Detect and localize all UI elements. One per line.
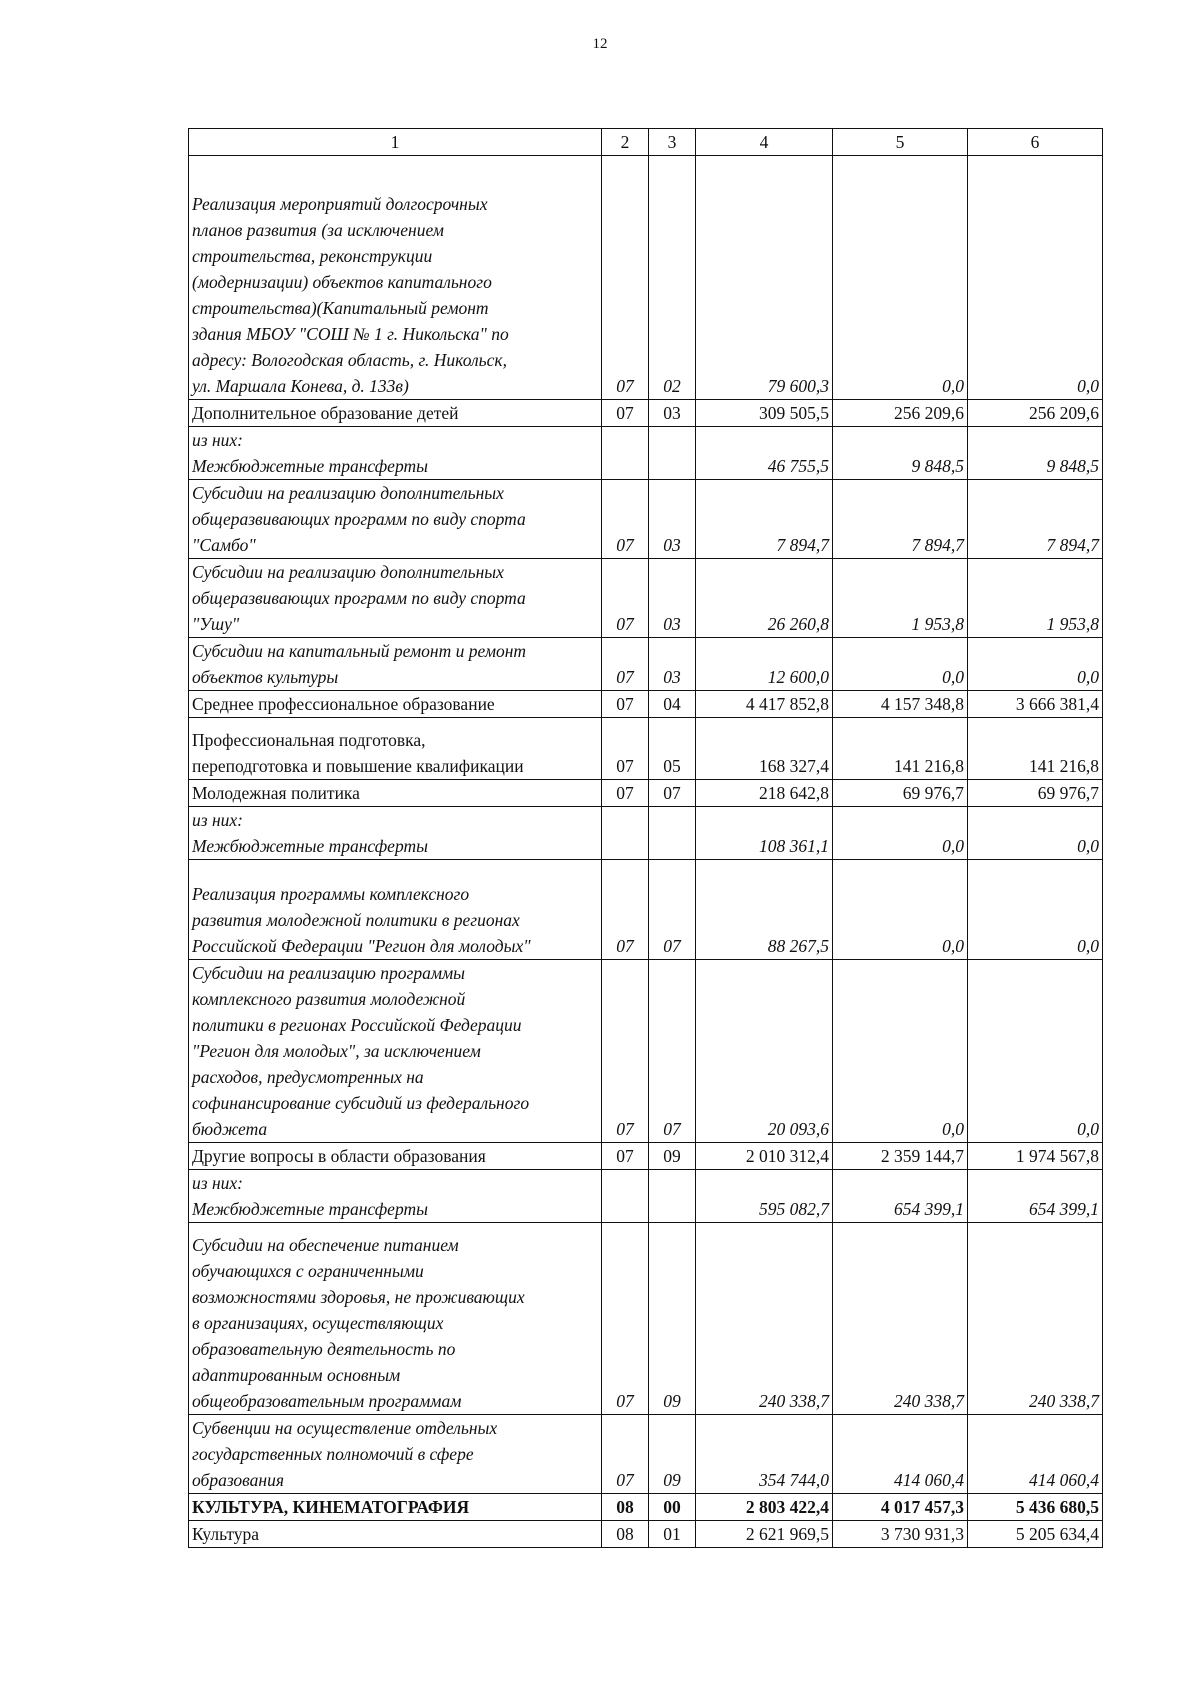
- row-name-line: возможностями здоровья, не проживающих: [192, 1287, 525, 1307]
- amount-col6-cell: 1 974 567,8: [968, 1143, 1103, 1170]
- row-name-line: адаптированным основным: [192, 1365, 401, 1385]
- section-code-cell: 07: [602, 960, 649, 1143]
- amount-col4-cell: 12 600,0: [696, 638, 833, 691]
- row-name-line: софинансирование субсидий из федерального: [192, 1093, 530, 1113]
- amount-col5-cell: 141 216,8: [833, 718, 968, 780]
- amount-col4-cell: 168 327,4: [696, 718, 833, 780]
- amount-col4-cell: 354 744,0: [696, 1415, 833, 1494]
- amount-col5-cell: 69 976,7: [833, 780, 968, 807]
- row-name-line: переподготовка и повышение квалификации: [192, 756, 524, 776]
- table-row: [189, 1143, 1103, 1170]
- subsection-code-cell: 01: [649, 1521, 696, 1548]
- row-name-line: ул. Маршала Конева, д. 133в): [192, 376, 409, 396]
- row-name-cell: [189, 1521, 602, 1548]
- amount-col4-cell: 2 010 312,4: [696, 1143, 833, 1170]
- subsection-code-cell: 00: [649, 1494, 696, 1521]
- amount-col4-cell: 7 894,7: [696, 480, 833, 559]
- subsection-code-cell: 03: [649, 400, 696, 427]
- amount-col5-cell: 654 399,1: [833, 1170, 968, 1223]
- row-name-line: образования: [192, 1470, 284, 1490]
- row-name-line: Субсидии на реализацию программы: [192, 963, 466, 983]
- table-row: [189, 691, 1103, 718]
- amount-col4-cell: 20 093,6: [696, 960, 833, 1143]
- subsection-code-cell: 04: [649, 691, 696, 718]
- row-name-cell: [189, 156, 602, 400]
- amount-col6-cell: 414 060,4: [968, 1415, 1103, 1494]
- amount-col5-cell: 1 953,8: [833, 559, 968, 638]
- table-row: [189, 1415, 1103, 1494]
- row-name-line: из них:: [192, 1173, 243, 1193]
- row-name-line: общеразвивающих программ по виду спорта: [192, 509, 526, 529]
- amount-col4-cell: 79 600,3: [696, 156, 833, 400]
- amount-col4-cell: 4 417 852,8: [696, 691, 833, 718]
- amount-col5-cell: 4 157 348,8: [833, 691, 968, 718]
- row-name-line: Межбюджетные трансферты: [192, 836, 428, 856]
- row-name-line: из них:: [192, 430, 243, 450]
- row-name-line: бюджета: [192, 1119, 268, 1139]
- row-name-line: Межбюджетные трансферты: [192, 1199, 428, 1219]
- row-name-line: Субсидии на реализацию дополнительных: [192, 562, 504, 582]
- row-name-line: развития молодежной политики в регионах: [192, 910, 520, 930]
- row-name-line: комплексного развития молодежной: [192, 989, 466, 1009]
- amount-col5-cell: 7 894,7: [833, 480, 968, 559]
- table-row: [189, 780, 1103, 807]
- subsection-code-cell: [649, 807, 696, 860]
- row-name-cell: [189, 807, 602, 860]
- subsection-code-cell: 07: [649, 860, 696, 960]
- amount-col6-cell: 141 216,8: [968, 718, 1103, 780]
- amount-col5-cell: 0,0: [833, 860, 968, 960]
- row-name-line: Субсидии на обеспечение питанием: [192, 1235, 459, 1255]
- row-name-cell: [189, 780, 602, 807]
- subsection-code-cell: 03: [649, 559, 696, 638]
- amount-col4-cell: 2 621 969,5: [696, 1521, 833, 1548]
- table-header-row: [189, 129, 1103, 156]
- header-cell-6: 6: [968, 129, 1103, 156]
- table-row: [189, 480, 1103, 559]
- table-row: [189, 1521, 1103, 1548]
- row-name-line: Российской Федерации "Регион для молодых": [192, 936, 531, 956]
- amount-col4-cell: 309 505,5: [696, 400, 833, 427]
- amount-col4-cell: 46 755,5: [696, 427, 833, 480]
- amount-col6-cell: 654 399,1: [968, 1170, 1103, 1223]
- section-code-cell: 07: [602, 559, 649, 638]
- row-name-cell: [189, 860, 602, 960]
- row-name-line: Дополнительное образование детей: [192, 403, 459, 423]
- subsection-code-cell: [649, 427, 696, 480]
- amount-col5-cell: 0,0: [833, 156, 968, 400]
- header-cell-5: 5: [833, 129, 968, 156]
- amount-col6-cell: 5 436 680,5: [968, 1494, 1103, 1521]
- row-name-cell: [189, 638, 602, 691]
- subsection-code-cell: 07: [649, 960, 696, 1143]
- section-code-cell: 07: [602, 638, 649, 691]
- subsection-code-cell: 03: [649, 480, 696, 559]
- subsection-code-cell: 09: [649, 1415, 696, 1494]
- row-name-line: Другие вопросы в области образования: [192, 1146, 486, 1166]
- subsection-code-cell: 07: [649, 780, 696, 807]
- amount-col5-cell: 9 848,5: [833, 427, 968, 480]
- amount-col5-cell: 256 209,6: [833, 400, 968, 427]
- row-name-line: Субсидии на реализацию дополнительных: [192, 483, 504, 503]
- row-name-line: Молодежная политика: [192, 783, 360, 803]
- subsection-code-cell: [649, 1170, 696, 1223]
- section-code-cell: 07: [602, 1223, 649, 1415]
- amount-col5-cell: 4 017 457,3: [833, 1494, 968, 1521]
- section-code-cell: 07: [602, 1143, 649, 1170]
- amount-col5-cell: 2 359 144,7: [833, 1143, 968, 1170]
- page-number: 12: [592, 36, 608, 52]
- amount-col6-cell: 0,0: [968, 807, 1103, 860]
- row-name-cell: [189, 1415, 602, 1494]
- table-row: [189, 156, 1103, 400]
- amount-col6-cell: 9 848,5: [968, 427, 1103, 480]
- amount-col4-cell: 108 361,1: [696, 807, 833, 860]
- amount-col4-cell: 88 267,5: [696, 860, 833, 960]
- amount-col6-cell: 240 338,7: [968, 1223, 1103, 1415]
- row-name-line: Субсидии на капитальный ремонт и ремонт: [192, 641, 527, 661]
- subsection-code-cell: 09: [649, 1223, 696, 1415]
- row-name-cell: [189, 559, 602, 638]
- header-cell-1: 1: [189, 129, 602, 156]
- amount-col5-cell: 0,0: [833, 807, 968, 860]
- row-name-line: общеразвивающих программ по виду спорта: [192, 588, 526, 608]
- row-name-cell: [189, 400, 602, 427]
- row-name-cell: [189, 960, 602, 1143]
- amount-col6-cell: 0,0: [968, 156, 1103, 400]
- row-name-cell: [189, 427, 602, 480]
- row-name-cell: [189, 1143, 602, 1170]
- table-row: [189, 860, 1103, 960]
- row-name-line: Субвенции на осуществление отдельных: [192, 1418, 498, 1438]
- section-code-cell: 07: [602, 400, 649, 427]
- row-name-cell: [189, 718, 602, 780]
- row-name-line: объектов культуры: [192, 667, 339, 687]
- row-name-line: политики в регионах Российской Федерации: [192, 1015, 522, 1035]
- row-name-line: из них:: [192, 810, 243, 830]
- table-row: [189, 1494, 1103, 1521]
- row-name-line: адресу: Вологодская область, г. Никольск,: [192, 350, 507, 370]
- row-name-line: "Регион для молодых", за исключением: [192, 1041, 481, 1061]
- row-name-line: Среднее профессиональное образование: [192, 694, 495, 714]
- subsection-code-cell: 02: [649, 156, 696, 400]
- table-row: [189, 400, 1103, 427]
- row-name-line: строительства, реконструкции: [192, 246, 433, 266]
- row-name-cell: [189, 1170, 602, 1223]
- section-code-cell: 07: [602, 691, 649, 718]
- amount-col4-cell: 26 260,8: [696, 559, 833, 638]
- table-row: [189, 718, 1103, 780]
- row-name-line: здания МБОУ "СОШ № 1 г. Никольска" по: [192, 324, 509, 344]
- amount-col4-cell: 218 642,8: [696, 780, 833, 807]
- row-name-line: в организациях, осуществляющих: [192, 1313, 444, 1333]
- amount-col6-cell: 69 976,7: [968, 780, 1103, 807]
- row-name-cell: [189, 691, 602, 718]
- amount-col6-cell: 0,0: [968, 960, 1103, 1143]
- row-name-line: Реализация мероприятий долгосрочных: [192, 194, 488, 214]
- amount-col5-cell: 240 338,7: [833, 1223, 968, 1415]
- row-name-line: общеобразовательным программам: [192, 1391, 462, 1411]
- row-name-line: Межбюджетные трансферты: [192, 456, 428, 476]
- budget-table: [188, 128, 1103, 1548]
- section-code-cell: [602, 807, 649, 860]
- amount-col4-cell: 2 803 422,4: [696, 1494, 833, 1521]
- section-code-cell: [602, 427, 649, 480]
- row-name-cell: [189, 1223, 602, 1415]
- row-name-line: (модернизации) объектов капитального: [192, 272, 492, 292]
- row-name-line: "Самбо": [192, 535, 256, 555]
- row-name-line: Профессиональная подготовка,: [192, 730, 426, 750]
- subsection-code-cell: 09: [649, 1143, 696, 1170]
- section-code-cell: 08: [602, 1494, 649, 1521]
- amount-col6-cell: 256 209,6: [968, 400, 1103, 427]
- row-name-line: расходов, предусмотренных на: [192, 1067, 424, 1087]
- subsection-code-cell: 03: [649, 638, 696, 691]
- row-name-line: планов развития (за исключением: [192, 220, 444, 240]
- subsection-code-cell: 05: [649, 718, 696, 780]
- row-name-line: обучающихся с ограниченными: [192, 1261, 424, 1281]
- amount-col4-cell: 595 082,7: [696, 1170, 833, 1223]
- table-row: [189, 559, 1103, 638]
- section-code-cell: 08: [602, 1521, 649, 1548]
- amount-col6-cell: 5 205 634,4: [968, 1521, 1103, 1548]
- amount-col6-cell: 7 894,7: [968, 480, 1103, 559]
- section-code-cell: 07: [602, 718, 649, 780]
- table-row: [189, 1170, 1103, 1223]
- row-name-line: Реализация программы комплексного: [192, 884, 470, 904]
- row-name-cell: [189, 480, 602, 559]
- amount-col6-cell: 3 666 381,4: [968, 691, 1103, 718]
- header-cell-4: 4: [696, 129, 833, 156]
- amount-col5-cell: 3 730 931,3: [833, 1521, 968, 1548]
- row-name-line: образовательную деятельность по: [192, 1339, 456, 1359]
- amount-col6-cell: 1 953,8: [968, 559, 1103, 638]
- section-code-cell: 07: [602, 780, 649, 807]
- table-row: [189, 1223, 1103, 1415]
- table-row: [189, 960, 1103, 1143]
- header-cell-2: 2: [602, 129, 649, 156]
- amount-col4-cell: 240 338,7: [696, 1223, 833, 1415]
- row-name-line: государственных полномочий в сфере: [192, 1444, 474, 1464]
- amount-col6-cell: 0,0: [968, 638, 1103, 691]
- section-code-cell: 07: [602, 1415, 649, 1494]
- table-row: [189, 638, 1103, 691]
- amount-col6-cell: 0,0: [968, 860, 1103, 960]
- table-row: [189, 427, 1103, 480]
- section-code-cell: [602, 1170, 649, 1223]
- table-row: [189, 807, 1103, 860]
- amount-col5-cell: 0,0: [833, 960, 968, 1143]
- section-code-cell: 07: [602, 480, 649, 559]
- section-code-cell: 07: [602, 860, 649, 960]
- row-name-line: Культура: [192, 1524, 260, 1544]
- row-name-line: КУЛЬТУРА, КИНЕМАТОГРАФИЯ: [192, 1497, 470, 1517]
- header-cell-3: 3: [649, 129, 696, 156]
- amount-col5-cell: 0,0: [833, 638, 968, 691]
- section-code-cell: 07: [602, 156, 649, 400]
- row-name-line: строительства)(Капитальный ремонт: [192, 298, 489, 318]
- row-name-line: "Ушу": [192, 614, 240, 634]
- amount-col5-cell: 414 060,4: [833, 1415, 968, 1494]
- row-name-cell: [189, 1494, 602, 1521]
